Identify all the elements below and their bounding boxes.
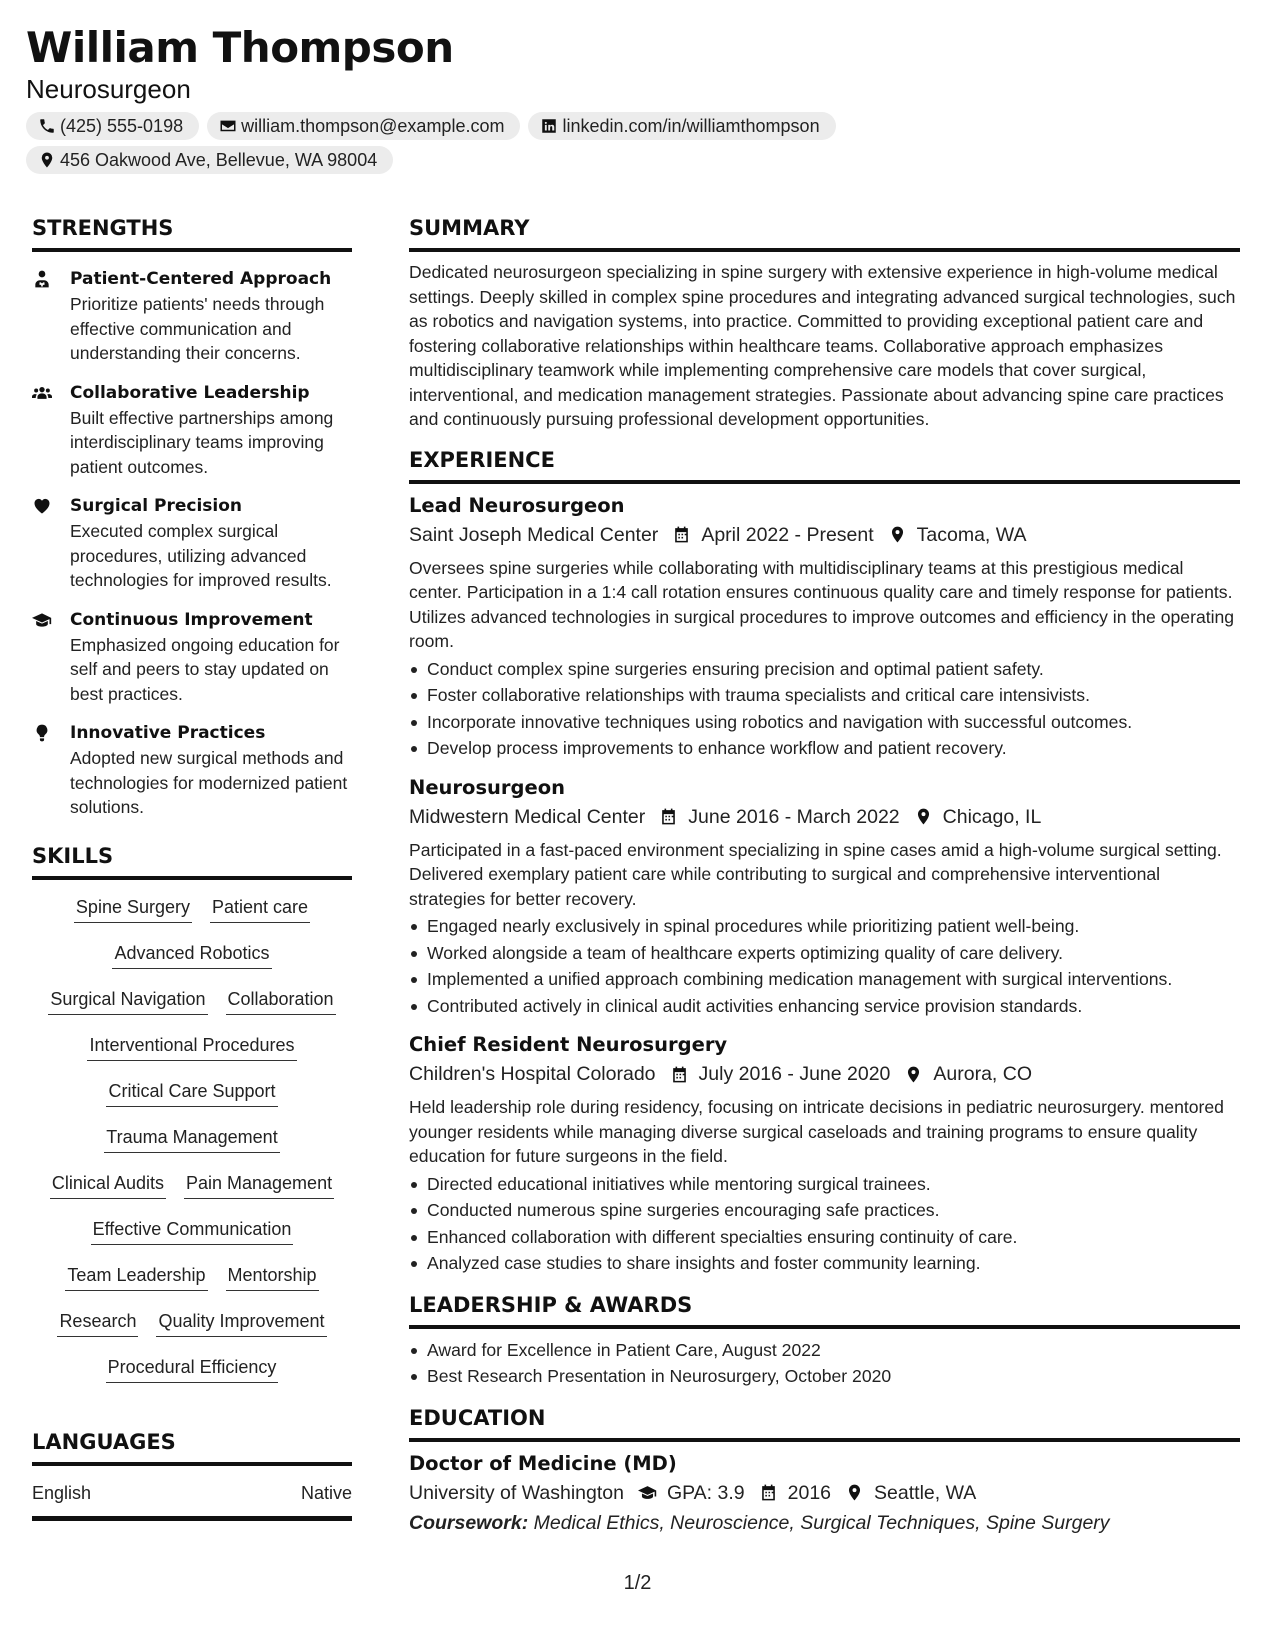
job-description: Participated in a fast-paced environment specializing in spine cases amid a high-volume surgical setting. Delivered exemplary patient care while contributing to surgical and comprehensive interventional strategies for better recovery. bbox=[409, 839, 1222, 909]
coursework bbox=[409, 1508, 1240, 1538]
job-bullet: Incorporate innovative techniques using robotics and navigation with successful outcomes. bbox=[409, 709, 1240, 736]
job-employer: Saint Joseph Medical Center bbox=[409, 523, 659, 546]
job-bullet: Foster collaborative relationships with trauma specialists and critical care intensivists. bbox=[409, 682, 1240, 709]
strength-desc: Prioritize patients' needs through effective communication and understanding their concerns. bbox=[70, 294, 325, 363]
strength-desc: Emphasized ongoing education for self and peers to stay updated on best practices. bbox=[70, 634, 340, 704]
job-entry bbox=[409, 774, 1240, 1020]
job-title: Chief Resident Neurosurgery bbox=[409, 1033, 728, 1056]
job-description: Held leadership role during residency, focusing on intricate decisions in pediatric neurosurgery. mentored younger residents while managing diverse surgical caseloads and training programs to ensure quality education for future surgeons in the field. bbox=[409, 1097, 1224, 1166]
calendar-icon bbox=[659, 807, 678, 826]
job-bullet: Conduct complex spine surgeries ensuring precision and optimal patient safety. bbox=[409, 656, 1240, 683]
strength-item bbox=[32, 266, 352, 366]
language-name: English bbox=[32, 1482, 92, 1503]
gpa: GPA: 3.9 bbox=[666, 1481, 745, 1504]
contact-linkedin-text: linkedin.com/in/williamthompson bbox=[562, 115, 820, 136]
school-location: Seattle, WA bbox=[874, 1481, 977, 1504]
contact-email[interactable] bbox=[207, 112, 520, 140]
skill-tag: Collaboration bbox=[226, 986, 336, 1015]
job-bullet: Conducted numerous spine surgeries encouraging safe practices. bbox=[409, 1197, 1240, 1224]
map-pin-icon bbox=[845, 1483, 864, 1502]
map-pin-icon bbox=[38, 151, 56, 169]
strength-item bbox=[32, 720, 352, 820]
calendar-icon bbox=[759, 1483, 778, 1502]
job-entry bbox=[409, 492, 1240, 762]
contact-address bbox=[26, 146, 393, 174]
job-bullet: Enhanced collaboration with different specialties ensuring continuity of care. bbox=[409, 1224, 1240, 1251]
awards-list bbox=[409, 1337, 1240, 1390]
skill-tag: Procedural Efficiency bbox=[106, 1354, 279, 1383]
contact-address-text: 456 Oakwood Ave, Bellevue, WA 98004 bbox=[60, 149, 378, 170]
school-name: University of Washington bbox=[409, 1481, 624, 1504]
left-column bbox=[32, 214, 352, 1521]
strength-title: Continuous Improvement bbox=[70, 609, 313, 630]
strength-desc: Built effective partnerships among interdisciplinary teams improving patient outcomes. bbox=[70, 407, 334, 477]
job-meta bbox=[409, 520, 1240, 550]
map-pin-icon bbox=[888, 525, 907, 544]
right-column bbox=[409, 214, 1240, 1538]
award-item: Best Research Presentation in Neurosurgery, October 2020 bbox=[409, 1363, 1240, 1390]
skill-tag: Critical Care Support bbox=[106, 1078, 277, 1107]
strength-item bbox=[32, 380, 352, 480]
doctor-icon bbox=[32, 269, 52, 289]
job-meta bbox=[409, 1059, 1240, 1089]
job-dates: April 2022 - Present bbox=[701, 523, 874, 546]
job-employer: Midwestern Medical Center bbox=[409, 805, 646, 828]
strength-title: Surgical Precision bbox=[70, 496, 243, 516]
skill-tag: Mentorship bbox=[226, 1262, 319, 1291]
contact-linkedin[interactable] bbox=[528, 112, 835, 140]
job-bullet: Contributed actively in clinical audit activities enhancing service provision standards. bbox=[409, 993, 1240, 1020]
candidate-title: Neurosurgeon bbox=[26, 74, 191, 104]
job-employer: Children's Hospital Colorado bbox=[409, 1063, 656, 1085]
graduation-year: 2016 bbox=[787, 1481, 832, 1504]
graduation-cap-icon bbox=[32, 610, 52, 630]
resume-header bbox=[26, 22, 1246, 180]
job-bullet: Worked alongside a team of healthcare experts optimizing quality of care delivery. bbox=[409, 940, 1240, 967]
skill-tag: Clinical Audits bbox=[50, 1170, 166, 1199]
strength-title: Collaborative Leadership bbox=[70, 382, 310, 403]
strength-item bbox=[32, 493, 352, 593]
skill-tag: Spine Surgery bbox=[74, 894, 192, 923]
linkedin-icon bbox=[540, 117, 558, 135]
strength-title: Patient-Centered Approach bbox=[70, 269, 332, 289]
contact-email-text: william.thompson@example.com bbox=[241, 115, 505, 136]
job-bullet: Develop process improvements to enhance workflow and patient recovery. bbox=[409, 735, 1240, 762]
phone-icon bbox=[38, 117, 56, 135]
contact-phone[interactable] bbox=[26, 112, 199, 140]
job-description: Oversees spine surgeries while collaborating with multidisciplinary teams at this prestigious medical center. Participation in a 1:4 call rotation ensures continuous quality care and timely response for patients. Utilizes advanced technologies in surgical procedures to improve outcomes and efficiency in the operating room. bbox=[409, 557, 1235, 651]
skill-tag: Advanced Robotics bbox=[112, 940, 271, 969]
skill-tag: Effective Communication bbox=[91, 1216, 294, 1245]
degree-title: Doctor of Medicine (MD) bbox=[409, 1451, 677, 1475]
lightbulb-icon bbox=[32, 723, 52, 743]
skill-tag: Quality Improvement bbox=[156, 1308, 326, 1337]
education-meta bbox=[409, 1478, 1240, 1508]
coursework-list: Medical Ethics, Neuroscience, Surgical Techniques, Spine Surgery bbox=[533, 1511, 1110, 1534]
job-title: Lead Neurosurgeon bbox=[409, 493, 625, 517]
strengths-heading: STRENGTHS bbox=[32, 214, 352, 252]
skill-tag: Trauma Management bbox=[104, 1124, 279, 1153]
job-location: Tacoma, WA bbox=[916, 523, 1027, 546]
job-location: Aurora, CO bbox=[933, 1063, 1033, 1085]
map-pin-icon bbox=[914, 807, 933, 826]
skill-tag: Pain Management bbox=[184, 1170, 334, 1199]
job-location: Chicago, IL bbox=[942, 805, 1042, 828]
contact-list bbox=[26, 112, 926, 180]
skills-heading: SKILLS bbox=[32, 842, 352, 880]
languages-heading: LANGUAGES bbox=[32, 1428, 352, 1466]
candidate-name: William Thompson bbox=[26, 23, 454, 72]
experience-heading: EXPERIENCE bbox=[409, 446, 1240, 484]
contact-phone-text: (425) 555-0198 bbox=[60, 115, 184, 136]
job-dates: June 2016 - March 2022 bbox=[688, 805, 900, 828]
language-row bbox=[32, 1480, 352, 1521]
job-bullets bbox=[409, 913, 1240, 1019]
page-number: 1/2 bbox=[623, 1572, 652, 1594]
job-bullets bbox=[409, 1171, 1240, 1277]
calendar-icon bbox=[672, 525, 691, 544]
job-bullet: Implemented a unified approach combining medication management with surgical interventions. bbox=[409, 966, 1240, 993]
skills-list bbox=[32, 894, 352, 1400]
job-bullet: Directed educational initiatives while mentoring surgical trainees. bbox=[409, 1171, 1240, 1198]
strength-item bbox=[32, 607, 352, 707]
heart-icon bbox=[32, 496, 52, 516]
graduation-cap-icon bbox=[638, 1483, 657, 1502]
envelope-icon bbox=[219, 117, 237, 135]
skill-tag: Patient care bbox=[210, 894, 310, 923]
summary-text: Dedicated neurosurgeon specializing in spine surgery with extensive experience in high-volume medical settings. Deeply skilled in complex spine procedures and integrating advanced surgical technologies, such as robotics and navigation systems, into practice. Committed to providing exceptional patient care and fostering collaborative relationships within healthcare teams. Collaborative approach emphasizes multidisciplinary teamwork while implementing comprehensive care models that cover surgical, interventional, and medication management strategies. Passionate about advancing spine care practices and continuously pursuing professional development opportunities. bbox=[409, 262, 1236, 429]
job-bullet: Engaged nearly exclusively in spinal procedures while prioritizing patient well-being. bbox=[409, 913, 1240, 940]
job-title: Neurosurgeon bbox=[409, 775, 566, 799]
job-entry bbox=[409, 1031, 1240, 1277]
map-pin-icon bbox=[904, 1065, 923, 1084]
education-entry bbox=[409, 1450, 1240, 1538]
strength-desc: Adopted new surgical methods and technologies for modernized patient solutions. bbox=[70, 748, 348, 817]
language-level: Native bbox=[300, 1482, 352, 1503]
job-meta bbox=[409, 802, 1240, 832]
strength-title: Innovative Practices bbox=[70, 723, 266, 743]
summary-heading: SUMMARY bbox=[409, 214, 1240, 252]
job-bullets bbox=[409, 656, 1240, 762]
job-bullet: Analyzed case studies to share insights and foster community learning. bbox=[409, 1250, 1240, 1277]
coursework-label: Coursework: bbox=[409, 1511, 529, 1534]
calendar-icon bbox=[670, 1065, 689, 1084]
skill-tag: Surgical Navigation bbox=[48, 986, 207, 1015]
skill-tag: Interventional Procedures bbox=[87, 1032, 296, 1061]
job-dates: July 2016 - June 2020 bbox=[698, 1063, 891, 1085]
skill-tag: Team Leadership bbox=[65, 1262, 207, 1291]
awards-heading: LEADERSHIP & AWARDS bbox=[409, 1291, 1240, 1329]
strength-desc: Executed complex surgical procedures, utilizing advanced technologies for improved results. bbox=[70, 521, 332, 590]
award-item: Award for Excellence in Patient Care, August 2022 bbox=[409, 1337, 1240, 1364]
education-heading: EDUCATION bbox=[409, 1404, 1240, 1442]
users-icon bbox=[32, 383, 52, 403]
skill-tag: Research bbox=[57, 1308, 138, 1337]
